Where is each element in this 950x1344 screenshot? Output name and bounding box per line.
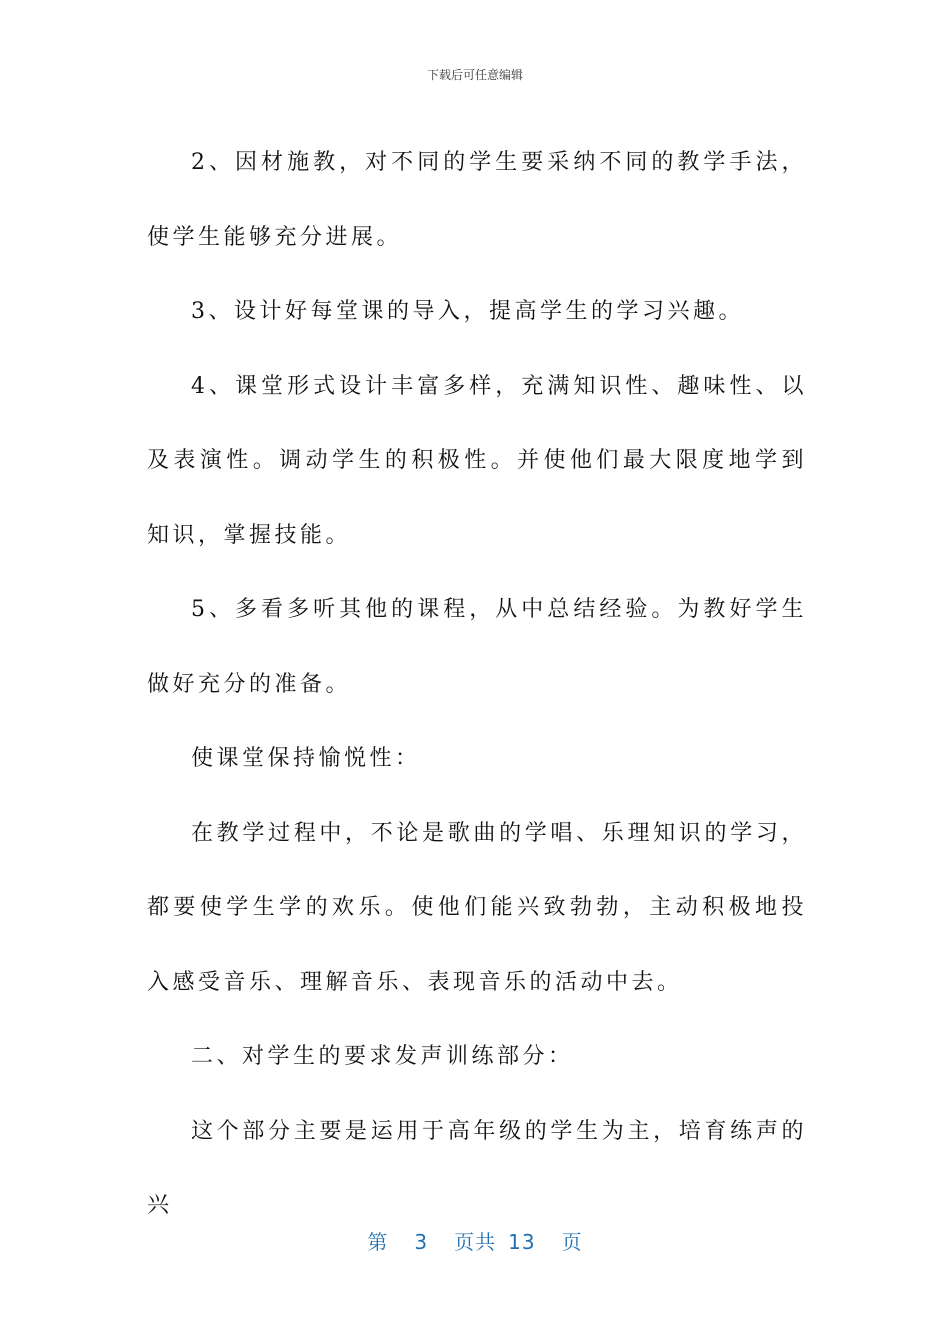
document-body [147, 126, 807, 1244]
paragraph: 使课堂保持愉悦性： [191, 746, 421, 771]
paragraph: 这个部分主要是运用于高年级的学生为主，培育练声的兴 [147, 1118, 807, 1218]
paragraph: 4、课堂形式设计丰富多样，充满知识性、趣味性、以及表演性。调动学生的积极性。并使他们最大限度地学到知识，掌握技能。 [147, 373, 807, 548]
paragraph: 在教学过程中，不论是歌曲的学唱、乐理知识的学习，都要使学生学的欢乐。使他们能兴致勃勃，主动积极地投入感受音乐、理解音乐、表现音乐的活动中去。 [147, 820, 807, 995]
page-footer [0, 1226, 950, 1255]
footer-middle: 页共 [454, 1230, 497, 1254]
paragraph: 2、因材施教，对不同的学生要采纳不同的教学手法，使学生能够充分进展。 [147, 150, 807, 250]
footer-current-page: 3 [414, 1230, 429, 1254]
footer-suffix: 页 [561, 1230, 583, 1254]
paragraph: 3、设计好每堂课的导入，提高学生的学习兴趣。 [191, 299, 744, 324]
footer-prefix: 第 [367, 1230, 389, 1254]
paragraph: 二、对学生的要求发声训练部分： [191, 1044, 574, 1069]
footer-total-pages: 13 [508, 1230, 536, 1254]
paragraph: 5、多看多听其他的课程，从中总结经验。为教好学生做好充分的准备。 [147, 597, 807, 697]
header-note: 下载后可任意编辑 [426, 68, 523, 82]
